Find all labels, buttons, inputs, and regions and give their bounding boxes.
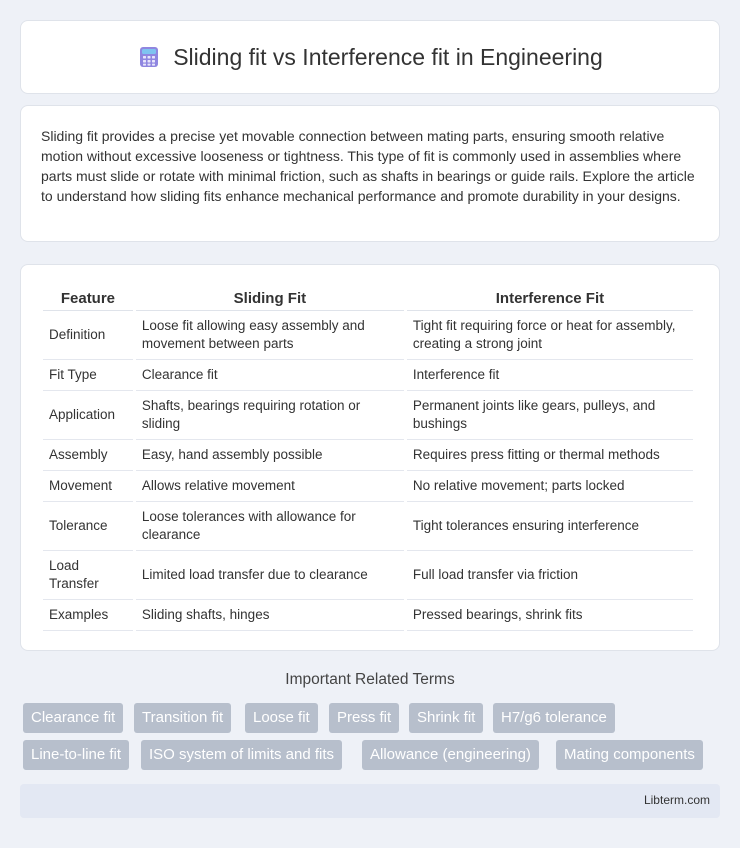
row-interference: Pressed bearings, shrink fits	[407, 600, 693, 631]
row-interference: Requires press fitting or thermal methods	[407, 440, 693, 471]
comparison-table	[40, 285, 696, 631]
row-interference: Permanent joints like gears, pulleys, and bushings	[407, 391, 693, 440]
row-sliding: Clearance fit	[136, 360, 404, 391]
row-feature: Assembly	[43, 440, 133, 471]
row-feature: Movement	[43, 471, 133, 502]
tag-allowance-engineering[interactable]: Allowance (engineering)	[362, 740, 539, 770]
tag-shrink-fit[interactable]: Shrink fit	[409, 703, 483, 733]
tag-press-fit[interactable]: Press fit	[329, 703, 399, 733]
tag-line-to-line-fit[interactable]: Line-to-line fit	[23, 740, 129, 770]
tag-loose-fit[interactable]: Loose fit	[245, 703, 318, 733]
row-sliding: Shafts, bearings requiring rotation or sliding	[136, 391, 404, 440]
table-row	[43, 360, 693, 391]
row-interference: No relative movement; parts locked	[407, 471, 693, 502]
table-row	[43, 440, 693, 471]
table-row	[43, 502, 693, 551]
title-card	[20, 20, 720, 94]
table-row	[43, 600, 693, 631]
row-interference: Full load transfer via friction	[407, 551, 693, 600]
calculator-icon	[137, 45, 161, 69]
header-interference-fit: Interference Fit	[407, 285, 693, 311]
row-feature: Application	[43, 391, 133, 440]
table-row	[43, 391, 693, 440]
header-feature: Feature	[43, 285, 133, 311]
table-row	[43, 471, 693, 502]
tag-mating-components[interactable]: Mating components	[556, 740, 703, 770]
row-feature: Definition	[43, 311, 133, 360]
tag-iso-limits-and-fits[interactable]: ISO system of limits and fits	[141, 740, 342, 770]
row-feature: Examples	[43, 600, 133, 631]
comparison-table-card	[20, 264, 720, 651]
row-sliding: Easy, hand assembly possible	[136, 440, 404, 471]
related-terms-title: Important Related Terms	[285, 671, 455, 688]
row-feature: Fit Type	[43, 360, 133, 391]
row-sliding: Limited load transfer due to clearance	[136, 551, 404, 600]
table-header-row	[43, 285, 693, 311]
tag-clearance-fit[interactable]: Clearance fit	[23, 703, 123, 733]
table-row	[43, 311, 693, 360]
row-sliding: Allows relative movement	[136, 471, 404, 502]
row-interference: Tight tolerances ensuring interference	[407, 502, 693, 551]
intro-card	[20, 105, 720, 242]
row-interference: Tight fit requiring force or heat for assembly, creating a strong joint	[407, 311, 693, 360]
row-feature: Tolerance	[43, 502, 133, 551]
table-row	[43, 551, 693, 600]
row-sliding: Loose fit allowing easy assembly and movement between parts	[136, 311, 404, 360]
row-feature: Load Transfer	[43, 551, 133, 600]
footer	[20, 784, 720, 818]
intro-text: Sliding fit provides a precise yet movable connection between mating parts, ensuring smooth relative motion without excessive looseness or tightness. This type of fit is commonly used in assemblies where parts must slide or rotate with minimal friction, such as shafts in bearings or guide rails. Explore the article to understand how sliding fits enhance mechanical performance and promote durability in your designs.	[41, 128, 695, 204]
row-interference: Interference fit	[407, 360, 693, 391]
tag-h7-g6-tolerance[interactable]: H7/g6 tolerance	[493, 703, 615, 733]
header-sliding-fit: Sliding Fit	[136, 285, 404, 311]
page-title: Sliding fit vs Interference fit in Engineering	[173, 43, 603, 70]
row-sliding: Loose tolerances with allowance for clearance	[136, 502, 404, 551]
row-sliding: Sliding shafts, hinges	[136, 600, 404, 631]
footer-site-link[interactable]: Libterm.com	[643, 793, 710, 807]
tag-transition-fit[interactable]: Transition fit	[134, 703, 231, 733]
